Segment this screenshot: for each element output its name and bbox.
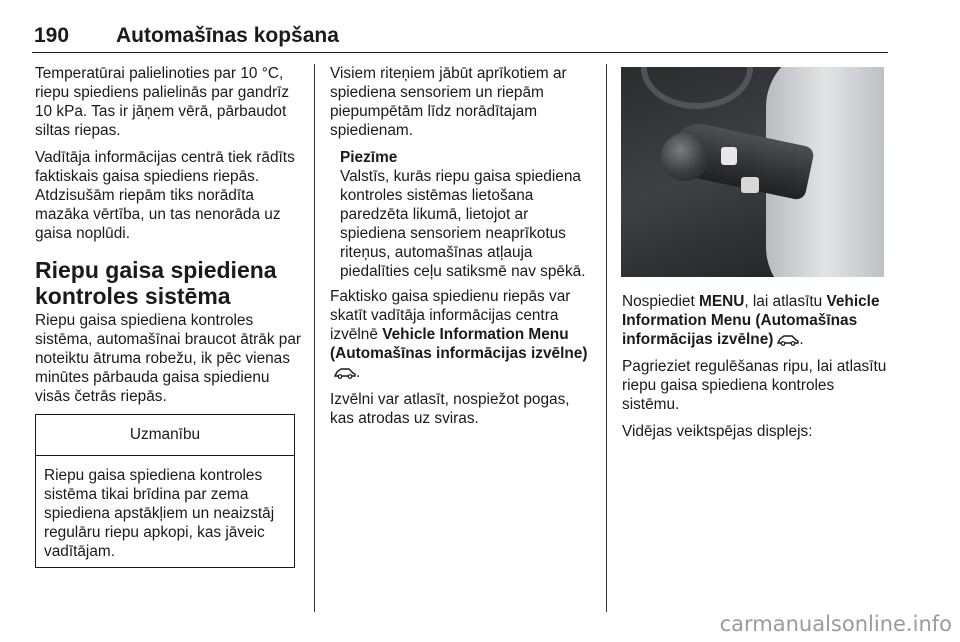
page-number: 190 xyxy=(34,24,70,47)
text: Faktisko gaisa spiedienu riepās var skatīt vadītāja informācijas centra izvēlnē xyxy=(330,288,571,343)
page-title: Automašīnas kopšana xyxy=(116,24,339,47)
note-box xyxy=(340,148,595,281)
paragraph: Temperatūrai palielinoties par 10 °C, riepu spiediens palielinās par gandrīz 10 kPa. Tas ir jāņem vērā, pārbaudot siltas riepas. xyxy=(35,65,290,139)
car-icon xyxy=(334,367,356,379)
caution-box xyxy=(35,414,295,568)
section-heading: Riepu gaisa spiediena kontroles sistēma xyxy=(35,257,277,309)
column-divider xyxy=(314,64,315,612)
column-3 xyxy=(622,64,892,449)
page-header xyxy=(32,22,888,53)
car-icon xyxy=(777,334,799,346)
paragraph: Nospiediet MENU, lai atlasītu Vehicle Information Menu (Automašīnas informācijas izvēlne) . xyxy=(622,293,880,348)
column-divider xyxy=(606,64,607,612)
text: Nospiediet xyxy=(622,293,699,310)
column-2 xyxy=(330,64,595,436)
caution-text: Riepu gaisa spiediena kontroles sistēma tikai brīdina par zema spiediena apstākļiem un neaizstāj regulāru riepu apkopi, kas jāveic vadītājam. xyxy=(44,467,275,560)
note-text: Valstīs, kurās riepu gaisa spiediena kontroles sistēmas lietošana paredzēta likumā, lietojot ar spiediena sensoriem neaprīkotus riteņus, automašīnas atļauja piedalīties ceļu satiksmē nav spēkā. xyxy=(340,168,586,280)
column-1 xyxy=(35,64,303,568)
watermark: carmanualsonline.info xyxy=(719,612,952,636)
menu-name: Vehicle Information Menu (Automašīnas informācijas izvēlne) xyxy=(330,326,588,362)
text: , lai atlasītu xyxy=(744,293,827,310)
steering-column-stalk-photo xyxy=(621,67,884,277)
paragraph: Izvēlni var atlasīt, nospiežot pogas, kas atrodas uz sviras. xyxy=(330,391,570,427)
paragraph: Pagrieziet regulēšanas ripu, lai atlasītu riepu gaisa spiediena kontroles sistēmu. xyxy=(622,358,887,413)
paragraph: Riepu gaisa spiediena kontroles sistēma, automašīnai braucot ātrāk par noteiktu ātruma robežu, ik pēc vienas minūtes pārbauda gaisa spiedienu visās četrās riepās. xyxy=(35,312,302,405)
paragraph: Vidējas veiktspējas displejs: xyxy=(622,423,813,440)
caution-title: Uzmanību xyxy=(36,415,294,456)
menu-name: Vehicle Information Menu (Automašīnas informācijas izvēlne) xyxy=(622,293,880,348)
paragraph: Visiem riteņiem jābūt aprīkotiem ar spiediena sensoriem un riepām piepumpētām līdz norādītajam spiedienam. xyxy=(330,65,567,139)
note-title: Piezīme xyxy=(340,149,398,166)
paragraph: Vadītāja informācijas centrā tiek rādīts faktiskais gaisa spiediens riepās. Atdzisušām riepām tiks norādīta mazāka vērtība, un tas nenorāda uz gaisa noplūdi. xyxy=(35,149,295,242)
paragraph: Faktisko gaisa spiedienu riepās var skatīt vadītāja informācijas centra izvēlnē Vehicle Information Menu (Automašīnas informācijas izvēlne). xyxy=(330,288,588,381)
menu-button-label: MENU xyxy=(699,293,745,310)
